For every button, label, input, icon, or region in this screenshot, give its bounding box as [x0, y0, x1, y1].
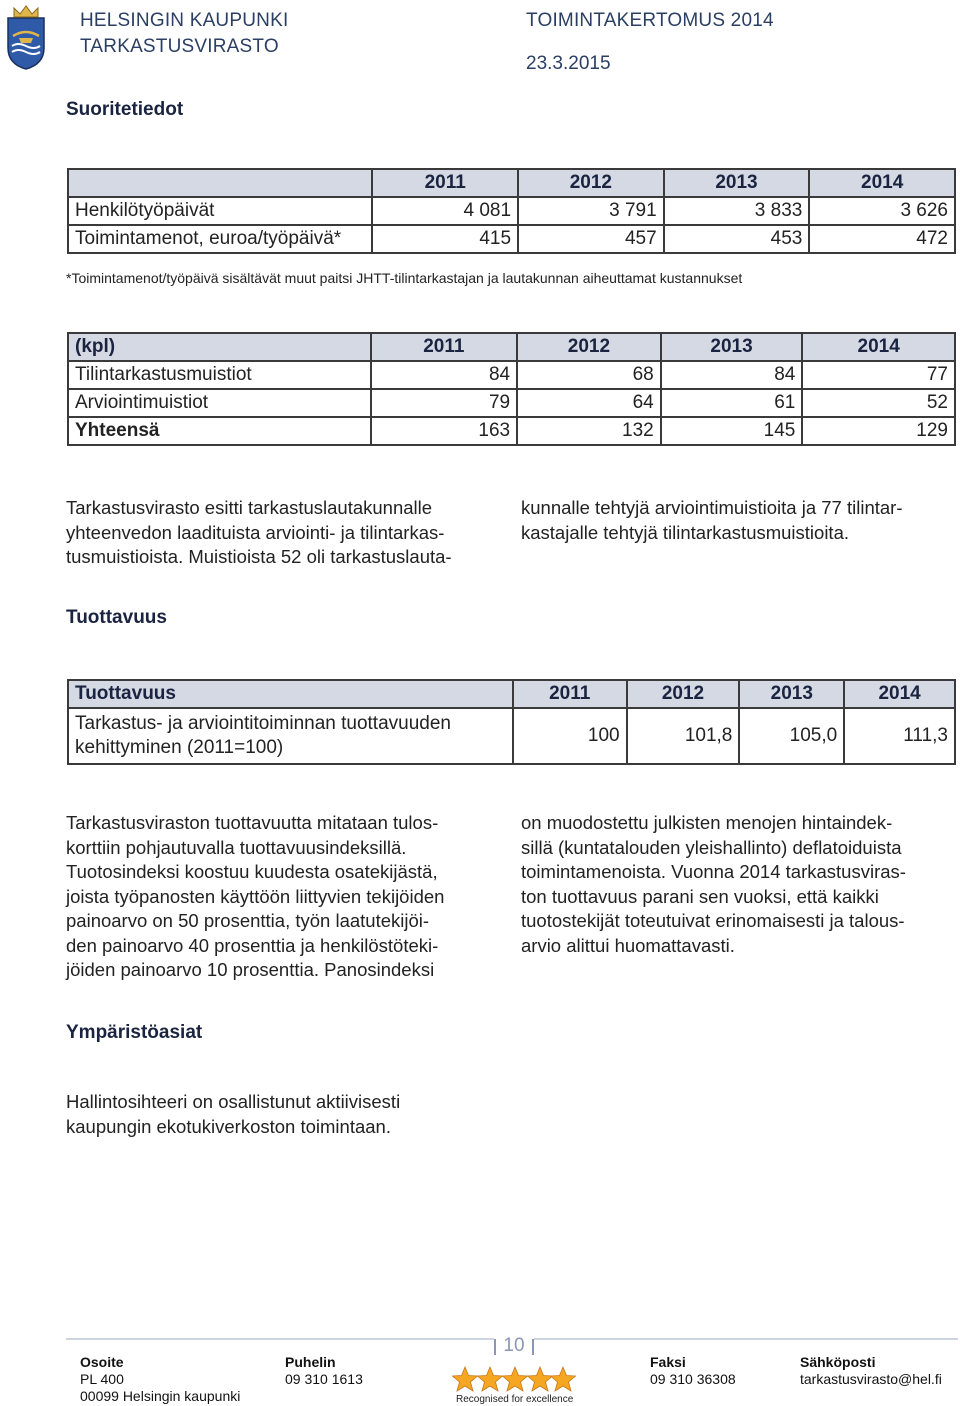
table-cell: 68 — [517, 361, 661, 389]
table-row — [68, 708, 955, 764]
footer-value: PL 400 — [80, 1371, 124, 1387]
year-header: 2011 — [513, 680, 627, 708]
row-label: Arviointimuistiot — [68, 389, 371, 417]
year-header: 2011 — [372, 169, 518, 197]
paragraph-environment — [66, 1090, 502, 1139]
table-memos — [67, 332, 956, 446]
table-cell: 3 626 — [809, 197, 955, 225]
table-cell: 145 — [661, 417, 803, 445]
table-productivity — [67, 679, 956, 765]
table-cell: 77 — [802, 361, 955, 389]
footer-label: Faksi — [650, 1354, 686, 1370]
text-line: kaupungin ekotukiverkoston toimintaan. — [66, 1115, 391, 1137]
paragraph-memos-right — [521, 496, 959, 545]
table-cell: 3 791 — [518, 197, 664, 225]
year-header: 2012 — [518, 169, 664, 197]
text-line: arvio alittui huomattavasti. — [521, 934, 735, 956]
row-label: Yhteensä — [68, 417, 371, 445]
footer-label: Puhelin — [285, 1354, 336, 1370]
table-cell: 61 — [661, 389, 803, 417]
table-cell: 163 — [371, 417, 518, 445]
report-title: TOIMINTAKERTOMUS 2014 — [526, 10, 774, 31]
page-number-tick — [532, 1339, 534, 1355]
text-line: Tuotosindeksi koostuu kuudesta osatekijästä, — [66, 861, 438, 882]
text-line: painoarvo on 50 prosenttia, työn laatutekijöi- — [66, 910, 430, 931]
table-cell: 52 — [802, 389, 955, 417]
table-cell: 4 081 — [372, 197, 518, 225]
table-cell: 472 — [809, 225, 955, 253]
table-cell: 79 — [371, 389, 518, 417]
row-label — [68, 708, 513, 764]
table-row — [68, 361, 955, 389]
year-header: 2014 — [809, 169, 955, 197]
section-title-ymparisto: Ympäristöasiat — [66, 1022, 203, 1043]
table-footnote: *Toimintamenot/työpäivä sisältävät muut paitsi JHTT-tilintarkastajan ja lautakunnan aiheuttamat kustannukset — [66, 270, 743, 286]
excellence-badge-text: Recognised for excellence — [456, 1394, 574, 1405]
row-label-line: kehittyminen (2011=100) — [75, 737, 284, 758]
text-line: Tarkastusvirasto esitti tarkastuslautakunnalle — [66, 497, 433, 518]
row-label: Toimintamenot, euroa/työpäivä* — [68, 225, 372, 253]
footer-fax — [650, 1354, 736, 1388]
year-header: 2013 — [664, 169, 810, 197]
org-name: HELSINGIN KAUPUNKI — [80, 10, 289, 31]
table-cell: 457 — [518, 225, 664, 253]
table-row — [68, 389, 955, 417]
text-line: toimintamenoista. Vuonna 2014 tarkastusviras- — [521, 861, 906, 882]
footer-email — [800, 1354, 942, 1388]
section-title-suoritetiedot: Suoritetiedot — [66, 99, 184, 120]
footer-label: Sähköposti — [800, 1354, 876, 1370]
year-header: 2012 — [627, 680, 740, 708]
table-row — [68, 225, 955, 253]
paragraph-productivity-left — [66, 811, 502, 983]
table-cell: 100 — [513, 708, 627, 764]
row-label: Henkilötyöpäivät — [68, 197, 372, 225]
table-cell: 132 — [517, 417, 661, 445]
year-header: 2012 — [517, 333, 661, 361]
year-header: 2013 — [661, 333, 803, 361]
table-workdays — [67, 168, 956, 254]
footer-value: 09 310 1613 — [285, 1371, 363, 1387]
page-number-tick — [494, 1339, 496, 1355]
table-cell: 84 — [661, 361, 803, 389]
helsinki-crest-icon — [4, 4, 48, 70]
text-line: den painoarvo 40 prosenttia ja henkilöstöteki- — [66, 934, 439, 956]
table-cell: 129 — [802, 417, 955, 445]
table-cell: 453 — [664, 225, 810, 253]
footer-address — [80, 1354, 240, 1405]
report-date: 23.3.2015 — [526, 53, 611, 74]
table-header-blank — [68, 169, 372, 197]
text-line: jöiden painoarvo 10 prosenttia. Panosindeksi — [66, 959, 435, 980]
table-row-total — [68, 417, 955, 445]
footer-value: 00099 Helsingin kaupunki — [80, 1388, 241, 1404]
table-header-row — [68, 333, 955, 361]
footer-value: 09 310 36308 — [650, 1371, 736, 1387]
paragraph-productivity-right — [521, 811, 959, 958]
text-line: yhteenvedon laadituista arviointi- ja tilintarkas- — [66, 521, 445, 543]
table-cell: 64 — [517, 389, 661, 417]
year-header: 2013 — [739, 680, 844, 708]
table-title-header: Tuottavuus — [68, 680, 513, 708]
text-line: ton tuottavuus parani sen vuoksi, että kaikki — [521, 885, 879, 907]
table-cell: 3 833 — [664, 197, 810, 225]
text-line: kastajalle tehtyjä tilintarkastusmuistioita. — [521, 521, 850, 543]
table-cell: 105,0 — [739, 708, 844, 764]
table-cell: 111,3 — [844, 708, 955, 764]
text-line: on muodostettu julkisten menojen hintaindek- — [521, 812, 893, 833]
section-title-tuottavuus: Tuottavuus — [66, 607, 167, 628]
excellence-stars-icon — [452, 1366, 576, 1394]
table-cell: 415 — [372, 225, 518, 253]
unit-header: (kpl) — [68, 333, 371, 361]
paragraph-memos-left — [66, 496, 502, 570]
text-line: Tarkastusviraston tuottavuutta mitataan tulos- — [66, 812, 439, 833]
row-label: Tilintarkastusmuistiot — [68, 361, 371, 389]
table-header-row — [68, 169, 955, 197]
year-header: 2011 — [371, 333, 518, 361]
footer-label: Osoite — [80, 1354, 124, 1370]
text-line: tusmuistioista. Muistioista 52 oli tarkastuslauta- — [66, 546, 452, 567]
year-header: 2014 — [844, 680, 955, 708]
org-unit: TARKASTUSVIRASTO — [80, 36, 279, 57]
year-header: 2014 — [802, 333, 955, 361]
text-line: tuotostekijät toteutuivat erinomaisesti ja talous- — [521, 910, 905, 931]
table-row — [68, 197, 955, 225]
footer-phone — [285, 1354, 363, 1388]
text-line: sillä (kuntatalouden yleishallinto) deflatoiduista — [521, 836, 902, 858]
table-cell: 101,8 — [627, 708, 740, 764]
text-line: joista työpanosten käyttöön liittyvien tekijöiden — [66, 885, 445, 907]
text-line: Hallintosihteeri on osallistunut aktiivisesti — [66, 1091, 401, 1112]
footer-value: tarkastusvirasto@hel.fi — [800, 1371, 942, 1387]
table-cell: 84 — [371, 361, 518, 389]
page-number-text: 10 — [503, 1335, 525, 1356]
row-label-line: Tarkastus- ja arviointitoiminnan tuottavuuden — [75, 713, 451, 734]
text-line: korttiin pohjautuvalla tuottavuusindeksillä. — [66, 836, 407, 858]
text-line: kunnalle tehtyjä arviointimuistioita ja 77 tilintar- — [521, 497, 903, 518]
table-header-row — [68, 680, 955, 708]
page-number — [494, 1335, 534, 1357]
